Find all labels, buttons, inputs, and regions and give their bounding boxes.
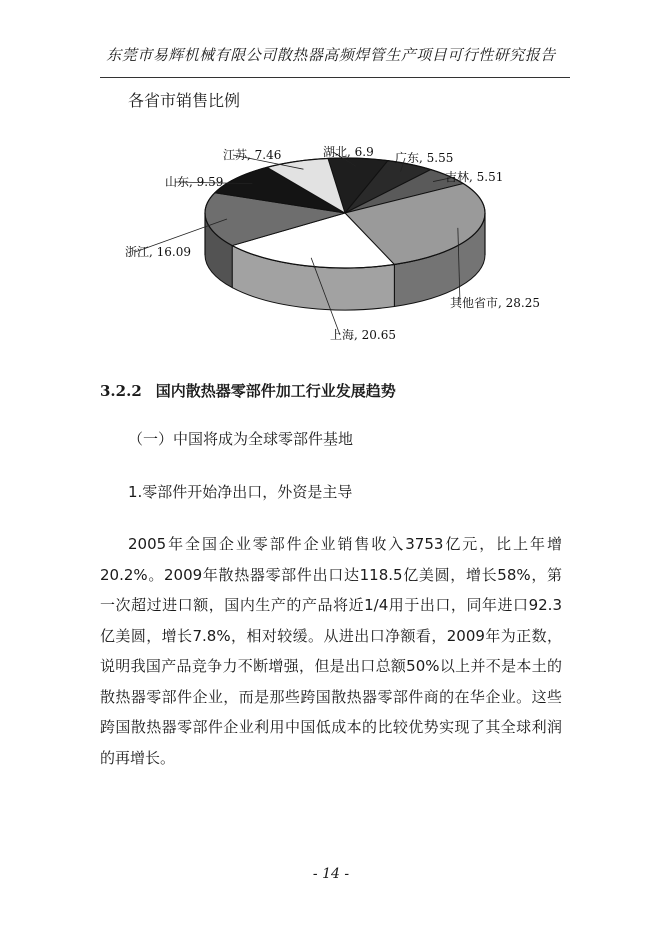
chart-caption: 各省市销售比例 [128, 91, 241, 110]
section-heading [100, 380, 396, 401]
item-heading: 1.零部件开始净出口，外资是主导 [128, 483, 353, 501]
pie-label-7: 山东, 9.59 [165, 175, 224, 189]
body-paragraph: 2005年全国企业零部件企业销售收入3753亿元，比上年增20.2%。2009年散热器零部件出口达118.5亿美圆，增长58%，第一次超过进口额，国内生产的产品将近1/4用于出口，同年进口92.3亿美圆，增长7.8%，相对较缓。从进出口净额看，2009年为正数，说明我国产品竞争力不断增强，但是出口总额50%以上并不是本土的散热器零部件企业，而是那些跨国散热器零部件商的在华企业。这些跨国散热器零部件企业利用中国低成本的比较优势实现了其全球利润的再增长。 [100, 535, 562, 767]
pie-label-4: 其他省市, 28.25 [450, 296, 540, 310]
section-title: 国内散热器零部件加工行业发展趋势 [155, 382, 396, 400]
page-header-title: 东莞市易辉机械有限公司散热器高频焊管生产项目可行性研究报告 [106, 46, 556, 64]
section-number: 3.2.2 [100, 382, 142, 400]
header-divider [100, 77, 570, 78]
pie-label-3: 吉林, 5.51 [445, 170, 504, 184]
pie-label-6: 浙江, 16.09 [125, 245, 191, 259]
pie-label-5: 上海, 20.65 [330, 328, 396, 342]
pie-label-2: 广东, 5.55 [395, 151, 454, 165]
page-number: - 14 - [312, 866, 350, 882]
sales-pie-chart [105, 128, 555, 368]
pie-label-1: 湖北, 6.9 [323, 145, 374, 159]
pie-label-8: 江苏, 7.46 [223, 148, 282, 162]
subsection-heading: （一）中国将成为全球零部件基地 [128, 430, 354, 448]
